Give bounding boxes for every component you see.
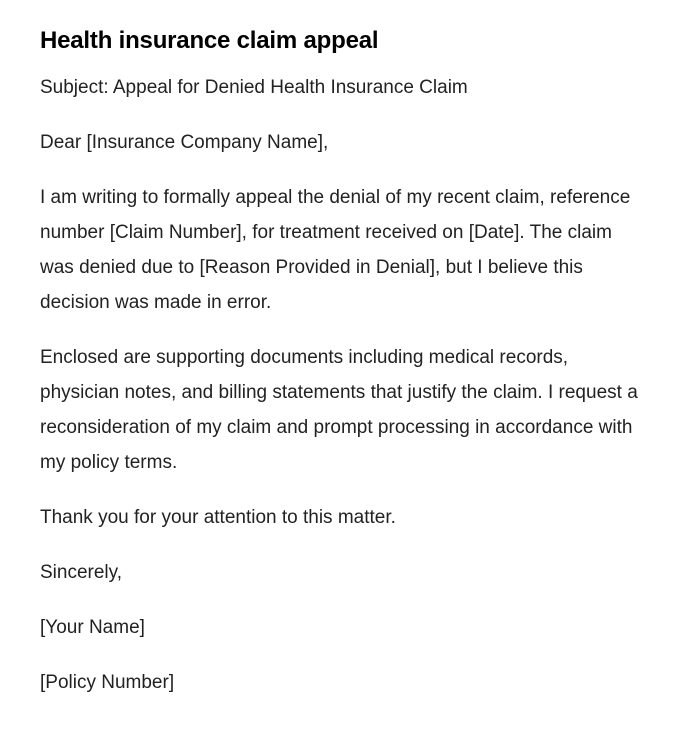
policy-number: [Policy Number] (40, 672, 175, 693)
document-title: Health insurance claim appeal (40, 27, 379, 54)
thanks-line: Thank you for your attention to this matter. (40, 507, 396, 528)
signature-name: [Your Name] (40, 617, 145, 638)
body-paragraph-1: I am writing to formally appeal the denial of my recent claim, reference number [Claim Number], for treatment received on [Date]. The claim was denied due to [Reason Provided in Denial], but I believe this decision was made in error. (40, 187, 631, 313)
salutation: Dear [Insurance Company Name], (40, 132, 329, 153)
subject-line: Subject: Appeal for Denied Health Insurance Claim (40, 77, 468, 98)
closing: Sincerely, (40, 562, 123, 583)
letter-document (40, 24, 650, 720)
body-paragraph-2: Enclosed are supporting documents including medical records, physician notes, and billing statements that justify the claim. I request a reconsideration of my claim and prompt processing in accordance with my policy terms. (40, 347, 638, 473)
